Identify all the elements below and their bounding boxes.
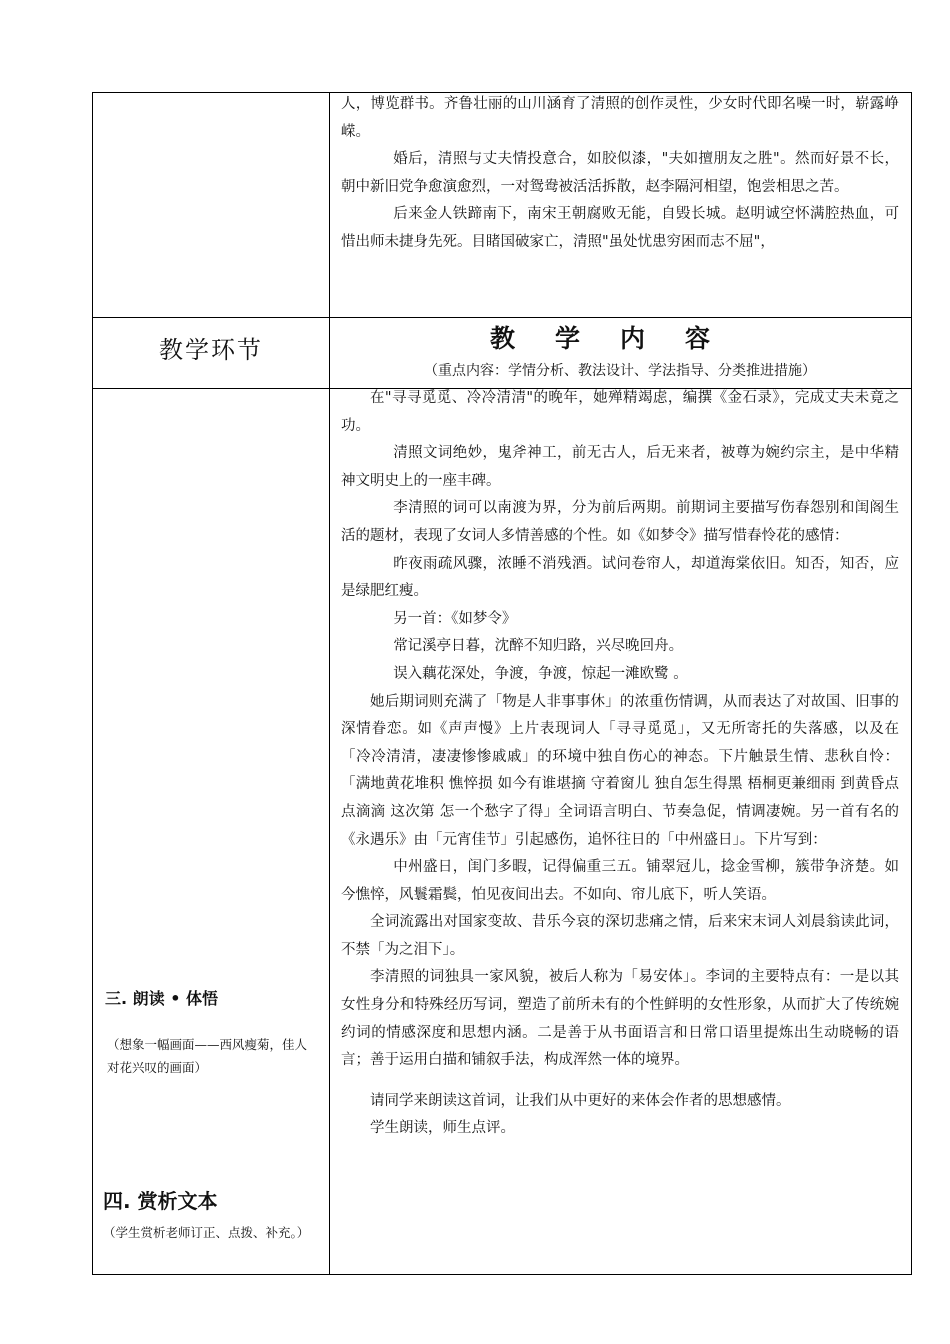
lesson-table: [92, 92, 912, 1275]
main-content: [331, 385, 909, 1143]
poem-line: 误入藕花深处，争渡，争渡，惊起一滩欧鹭 。: [393, 665, 688, 682]
poem-paragraph: 中州盛日，闺门多暇，记得偏重三五。铺翠冠儿，捻金雪柳，簇带争济楚。如今憔悴，风鬟霜鬓，怕见夜间出去。不如向、帘儿底下，听人笑语。: [341, 859, 899, 903]
paragraph: 李清照的词可以南渡为界，分为前后两期。前期词主要描写伤春怨别和闺阁生活的题材，表现了女词人多情善感的个性。如《如梦令》描写惜春怜花的感情：: [341, 500, 899, 544]
paragraph: 在"寻寻觅觅、冷冷清清"的晚年，她殚精竭虑，编撰《金石录》，完成丈夫未竟之功。: [341, 390, 899, 434]
section-3-note: （想象一幅画面——西风瘦菊，佳人对花兴叹的画面）: [107, 1037, 308, 1075]
paragraph: 学生朗读，师生点评。: [370, 1120, 515, 1137]
poem-line: 常记溪亭日暮，沈醉不知归路，兴尽晚回舟。: [393, 638, 684, 655]
paragraph: 请同学来朗读这首词，让我们从中更好的来体会作者的思想感情。: [370, 1092, 791, 1109]
section-3-title: 三. 朗读 • 体悟: [105, 989, 219, 1008]
top-continued-text: [331, 91, 909, 257]
top-paragraph-2: 婚后，清照与丈夫情投意合，如胶似漆，"夫如擅朋友之胜"。然而好景不长，朝中新旧党争愈演愈烈，一对鸳鸯被活活拆散，赵李隔河相望，饱尝相思之苦。: [341, 151, 899, 195]
top-paragraph-3: 后来金人铁蹄南下，南宋王朝腐败无能，自毁长城。赵明诚空怀满腔热血，可惜出师未捷身先死。目睹国破家亡，清照"虽处忧患穷困而志不屈"，: [341, 206, 899, 250]
section-4-note: （学生赏析老师订正、点拨、补充。）: [103, 1225, 310, 1240]
section-4-title: 四. 赏析文本: [103, 1189, 218, 1213]
paragraph: 清照文词绝妙，鬼斧神工，前无古人，后无来者，被尊为婉约宗主，是中华精神文明史上的一座丰碑。: [341, 445, 899, 489]
poem-paragraph: 昨夜雨疏风骤，浓睡不消残酒。试问卷帘人，却道海棠依旧。知否，知否，应是绿肥红瘦。: [341, 555, 899, 600]
paragraph: 李清照的词独具一家风貌，被后人称为「易安体」。李词的主要特点有：一是以其女性身分和特殊经历写词，塑造了前所未有的个性鲜明的女性形象，从而扩大了传统婉约词的情感深度和思想内涵。二是善于从书面语言和日常口语里提炼出生动晓畅的语言；善于运用白描和铺叙手法，构成浑然一体的境界。: [341, 969, 899, 1069]
header-right: [331, 319, 909, 380]
paragraph: 她后期词则充满了「物是人非事事休」的浓重伤情调，从而表达了对故国、旧事的深情眷恋。如《声声慢》上片表现词人「寻寻觅觅」，又无所寄托的失落感，以及在「冷冷清清，凄凄惨惨戚戚」的环境中独自伤心的神态。下片触景生情、悲秋自怜：「满地黄花堆积 憔悴损 如今有谁堪摘 守着窗儿 独自怎生得黑 梧桐更兼细雨 到黄昏点点滴滴 这次第 怎一个愁字了得」全词语言明白、节奏急促，情调凄婉。另一首有名的《永遇乐》由「元宵佳节」引起感伤，追怀往日的「中州盛日」。下片写到：: [341, 693, 899, 848]
header-subtitle: （重点内容：学情分析、教法设计、学法指导、分类推进措施）: [424, 363, 816, 379]
paragraph: 全词流露出对国家变故、昔乐今哀的深切悲痛之情，后来宋末词人刘晨翁读此词，不禁「为之泪下」。: [341, 914, 899, 958]
column-divider: [329, 93, 330, 1274]
row-divider-top: [93, 317, 911, 318]
top-paragraph-1: 人，博览群书。齐鲁壮丽的山川涵育了清照的创作灵性，少女时代即名噪一时，崭露峥嵘。: [341, 96, 899, 140]
header-left-title: 教学环节: [159, 336, 263, 364]
paragraph: 另一首：《如梦令》: [393, 610, 517, 627]
header-right-title: 教学内容: [489, 324, 750, 353]
